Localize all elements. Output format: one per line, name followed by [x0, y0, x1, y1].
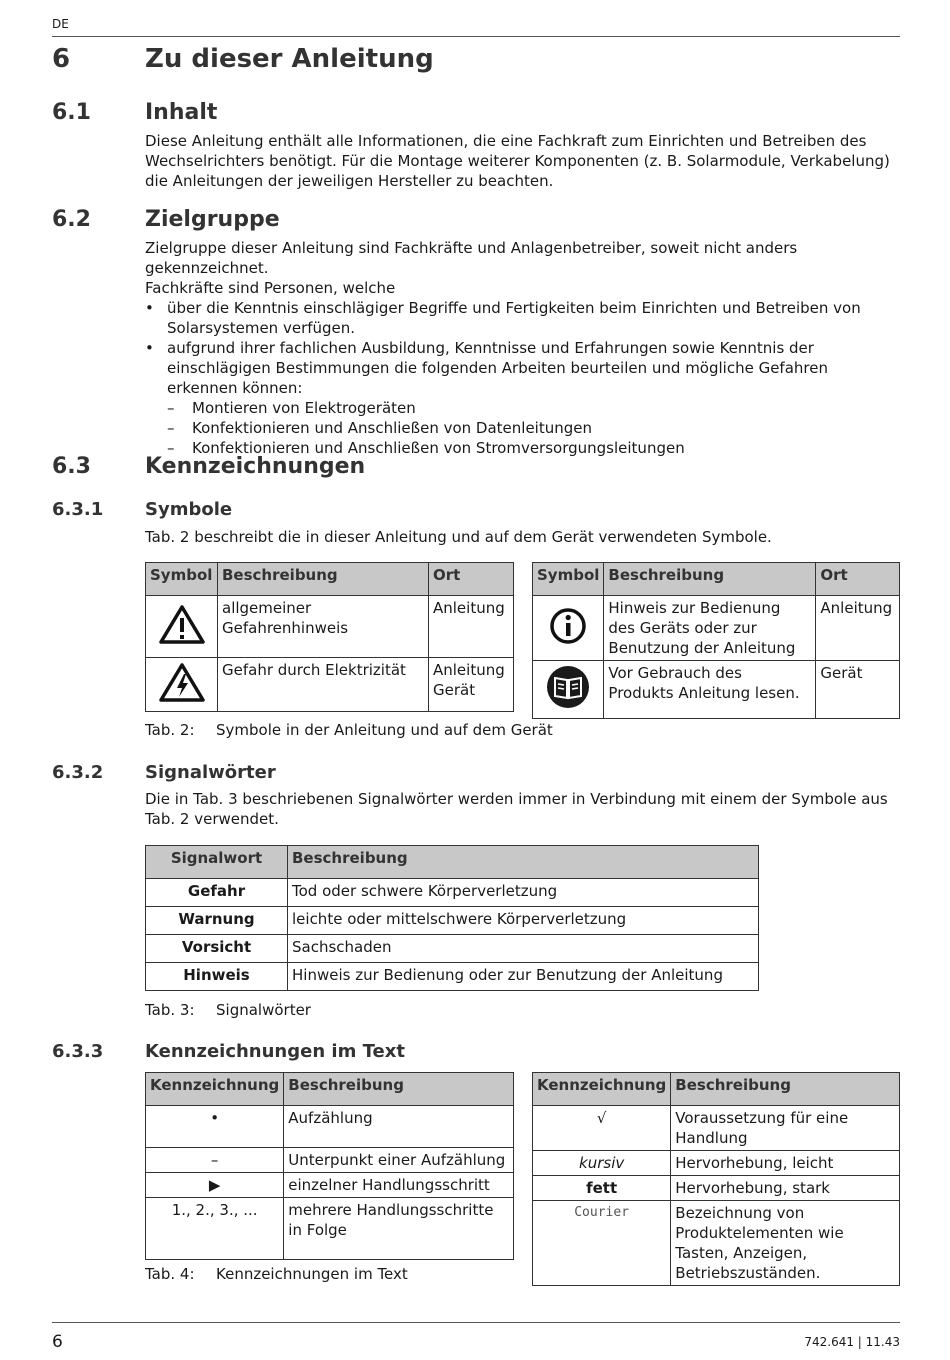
markup-table-right [532, 1072, 900, 1286]
description-cell: Hinweis zur Bedienung des Geräts oder zur Benutzung der Anleitung [604, 596, 816, 661]
signal-word-table [145, 845, 759, 991]
symbol-cell [146, 596, 218, 658]
col-header-symbol: Symbol [533, 563, 604, 596]
description-cell: allgemeiner Gefahrenhinweis [218, 596, 429, 658]
description-cell: leichte oder mittelschwere Körperverletzung [288, 907, 759, 935]
col-header-ort: Ort [429, 563, 514, 596]
table-row [146, 1173, 514, 1198]
description-cell: einzelner Handlungsschritt [284, 1173, 514, 1198]
courier-mark-cell: Courier [533, 1201, 671, 1286]
description-cell: Hervorhebung, stark [671, 1176, 900, 1201]
description-cell: Bezeichnung von Produktelementen wie Tasten, Anzeigen, Betriebszuständen. [671, 1201, 900, 1286]
header-rule [52, 36, 900, 37]
section-6-2-body [145, 238, 900, 458]
description-cell: Aufzählung [284, 1106, 514, 1148]
signal-word-cell: Warnung [146, 907, 288, 935]
table-4-caption [145, 1265, 408, 1283]
caption-number: Tab. 4: [145, 1265, 195, 1283]
table-row [146, 596, 514, 658]
location-cell: Anleitung Gerät [429, 658, 514, 712]
col-header-beschreibung: Beschreibung [218, 563, 429, 596]
description-cell: Hervorhebung, leicht [671, 1151, 900, 1176]
location-cell: Gerät [816, 661, 900, 719]
italic-mark-cell: kursiv [533, 1151, 671, 1176]
warning-triangle-icon [159, 604, 205, 644]
caption-text: Symbole in der Anleitung und auf dem Gerät [216, 721, 553, 739]
sub-list-item-text: Konfektionieren und Anschließen von Stromversorgungsleitungen [192, 439, 685, 457]
section-6-3-title: Kennzeichnungen [145, 454, 366, 479]
description-cell: Voraussetzung für eine Handlung [671, 1106, 900, 1151]
checkmark-icon: √ [533, 1106, 671, 1151]
table-row [146, 935, 759, 963]
list-item [145, 298, 900, 338]
caption-number: Tab. 3: [145, 1001, 195, 1019]
col-header-symbol: Symbol [146, 563, 218, 596]
markup-table-left [145, 1072, 514, 1260]
section-6-3-2-number: 6.3.2 [52, 762, 104, 783]
symbol-cell [533, 596, 604, 661]
caption-text: Signalwörter [216, 1001, 311, 1019]
signal-word-cell: Hinweis [146, 963, 288, 991]
sub-list-item [145, 398, 900, 418]
description-cell: Sachschaden [288, 935, 759, 963]
location-cell: Anleitung [816, 596, 900, 661]
section-6-1-number: 6.1 [52, 100, 91, 125]
section-6-3-3-number: 6.3.3 [52, 1041, 104, 1062]
col-header-beschreibung: Beschreibung [604, 563, 816, 596]
info-icon [548, 606, 588, 646]
bullet-icon: • [145, 299, 154, 317]
table-row [146, 963, 759, 991]
caption-text: Kennzeichnungen im Text [216, 1265, 408, 1283]
dash-icon: – [167, 419, 175, 437]
table-row [533, 1201, 900, 1286]
table-row [533, 1151, 900, 1176]
section-6-2-number: 6.2 [52, 207, 91, 232]
sub-list-item [145, 418, 900, 438]
table-row [146, 658, 514, 712]
electric-hazard-icon [159, 662, 205, 702]
signal-word-cell: Vorsicht [146, 935, 288, 963]
footer-rule [52, 1322, 900, 1323]
sub-list-item-text: Konfektionieren und Anschließen von Datenleitungen [192, 419, 592, 437]
section-6-3-2-text: Die in Tab. 3 beschriebenen Signalwörter werden immer in Verbindung mit einem der Symbole aus Tab. 2 verwendet. [145, 790, 888, 828]
bullet-mark-cell: • [146, 1106, 284, 1148]
section-6-3-2-title: Signalwörter [145, 762, 276, 783]
table-row [146, 879, 759, 907]
section-6-3-number: 6.3 [52, 454, 91, 479]
chapter-number: 6 [52, 44, 71, 74]
list-item-text: aufgrund ihrer fachlichen Ausbildung, Kenntnisse und Erfahrungen sowie Kenntnis der einschlägigen Bestimmungen die folgenden Arbeiten beurteilen und mögliche Gefahren erkennen können: [167, 339, 828, 397]
caption-number: Tab. 2: [145, 721, 195, 739]
table-row [533, 596, 900, 661]
symbol-cell [533, 661, 604, 719]
section-6-3-1-title: Symbole [145, 499, 233, 520]
table-row [146, 1148, 514, 1173]
read-manual-icon [546, 665, 590, 709]
list-item-text: über die Kenntnis einschlägiger Begriffe und Fertigkeiten beim Einrichten und Betreiben von Solarsystemen verfügen. [167, 299, 861, 337]
chapter-title: Zu dieser Anleitung [145, 44, 434, 74]
section-6-3-1-number: 6.3.1 [52, 499, 104, 520]
description-cell: mehrere Handlungsschritte in Folge [284, 1198, 514, 1260]
table-row [146, 1106, 514, 1148]
section-6-1-text: Diese Anleitung enthält alle Informationen, die eine Fachkraft zum Einrichten und Betreiben des Wechselrichters benötigt. Für die Montage weiterer Komponenten (z. B. Solarmodule, Verkabelung) die Anleitungen der jeweiligen Hersteller zu beachten. [145, 132, 890, 190]
numbering-mark-cell: 1., 2., 3., ... [146, 1198, 284, 1260]
play-arrow-icon: ▶ [146, 1173, 284, 1198]
section-6-2-line-2: Fachkräfte sind Personen, welche [145, 279, 396, 297]
description-cell: Gefahr durch Elektrizität [218, 658, 429, 712]
dash-mark-cell: – [146, 1148, 284, 1173]
symbol-cell [146, 658, 218, 712]
col-header-kennzeichnung: Kennzeichnung [533, 1073, 671, 1106]
symbol-table-left [145, 562, 514, 712]
language-label: DE [52, 17, 69, 31]
col-header-signalwort: Signalwort [146, 846, 288, 879]
col-header-beschreibung: Beschreibung [284, 1073, 514, 1106]
list-item [145, 338, 900, 398]
dash-icon: – [167, 439, 175, 457]
table-row [533, 661, 900, 719]
table-row [533, 1176, 900, 1201]
description-cell: Unterpunkt einer Aufzählung [284, 1148, 514, 1173]
table-3-caption [145, 1001, 311, 1019]
sub-list-item-text: Montieren von Elektrogeräten [192, 399, 416, 417]
page-number: 6 [52, 1332, 63, 1352]
section-6-2-line-1: Zielgruppe dieser Anleitung sind Fachkräfte und Anlagenbetreiber, soweit nicht anders gekennzeichnet. [145, 239, 798, 277]
col-header-beschreibung: Beschreibung [288, 846, 759, 879]
document-id: 742.641 | 11.43 [804, 1335, 900, 1349]
description-cell: Hinweis zur Bedienung oder zur Benutzung der Anleitung [288, 963, 759, 991]
signal-word-cell: Gefahr [146, 879, 288, 907]
col-header-beschreibung: Beschreibung [671, 1073, 900, 1106]
bullet-icon: • [145, 339, 154, 357]
col-header-ort: Ort [816, 563, 900, 596]
description-cell: Vor Gebrauch des Produkts Anleitung lesen. [604, 661, 816, 719]
section-6-1-title: Inhalt [145, 100, 218, 125]
symbol-table-right [532, 562, 900, 719]
description-cell: Tod oder schwere Körperverletzung [288, 879, 759, 907]
table-row [533, 1106, 900, 1151]
col-header-kennzeichnung: Kennzeichnung [146, 1073, 284, 1106]
table-row [146, 1198, 514, 1260]
section-6-2-title: Zielgruppe [145, 207, 280, 232]
section-6-3-3-title: Kennzeichnungen im Text [145, 1041, 405, 1062]
location-cell: Anleitung [429, 596, 514, 658]
bold-mark-cell: fett [533, 1176, 671, 1201]
table-2-caption [145, 721, 553, 739]
table-row [146, 907, 759, 935]
dash-icon: – [167, 399, 175, 417]
section-6-3-1-text: Tab. 2 beschreibt die in dieser Anleitung und auf dem Gerät verwendeten Symbole. [145, 528, 772, 546]
